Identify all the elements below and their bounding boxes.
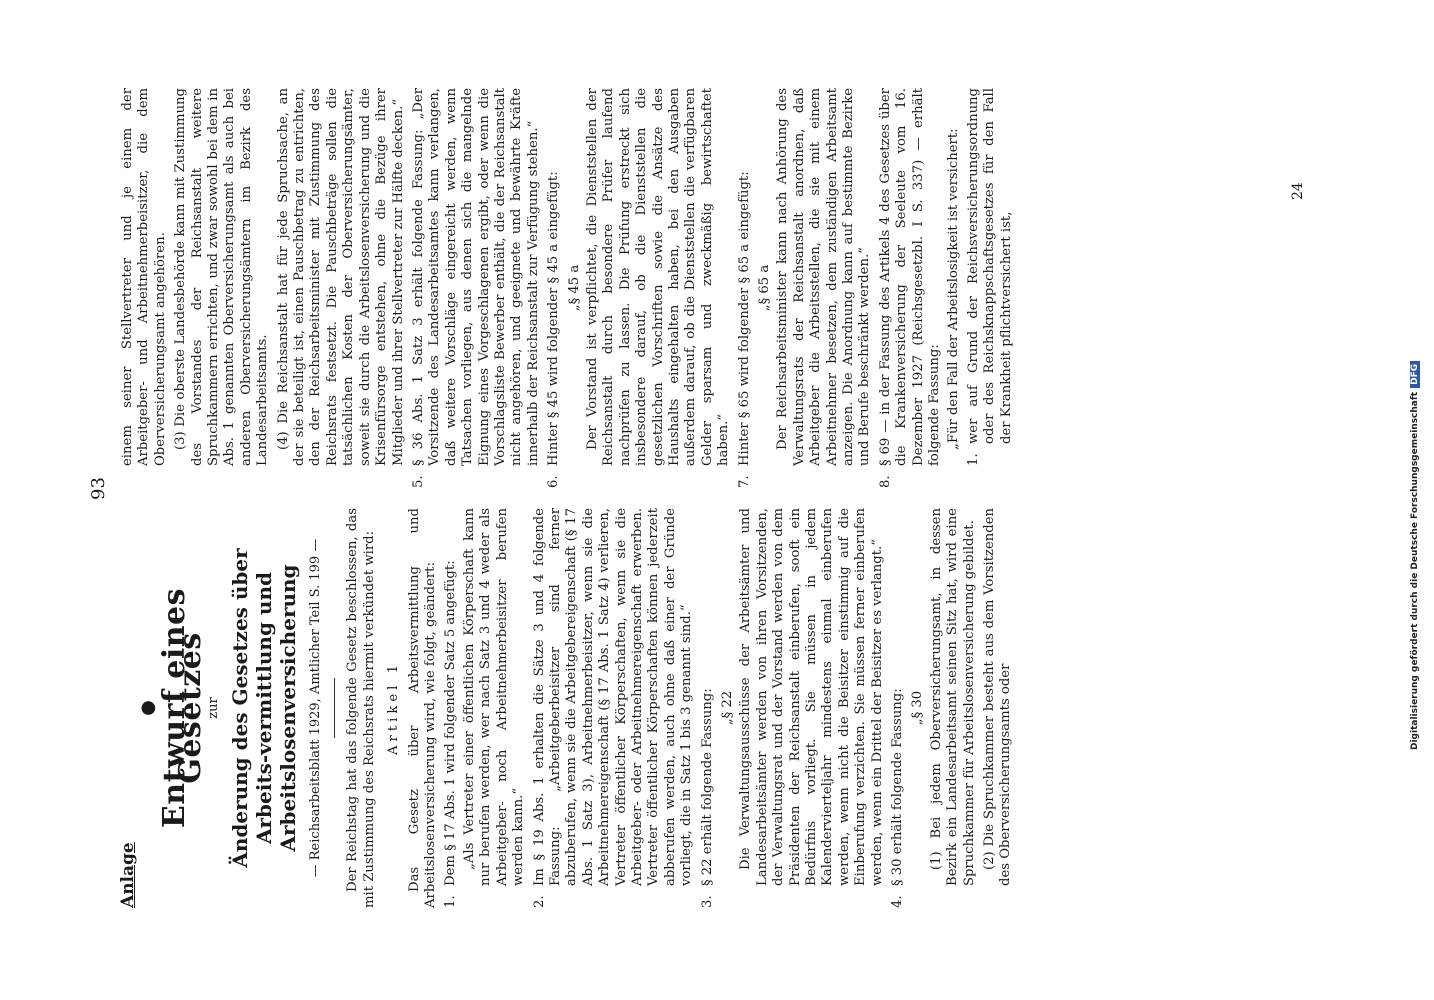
item-text: § 30 erhält folgende Fassung: [890, 688, 906, 886]
item-number: 5. [410, 475, 426, 488]
title-connector: zur [205, 697, 221, 719]
preamble: Der Reichstag hat das folgende Gesetz beschlossen, das mit Zustimmung des Reichsrats hiermit verkündet wird: [345, 508, 377, 908]
amendment-item-3 [700, 508, 716, 908]
document-subtitle: Änderung des Gesetzes über Arbeits-vermittlung und Arbeitslosenversicherung [228, 548, 301, 868]
page-number-left: 93 [88, 477, 109, 500]
anlage-label: Anlage [118, 842, 138, 908]
artikel-heading: Artikel 1 [386, 661, 402, 755]
item-number: 1. [965, 453, 981, 466]
continuation-1: einem seiner Stellvertreter und je einem der Arbeitgeber- und Arbeitnehmerbeisitzer, die dem Oberversicherungsamt angehören. [120, 88, 168, 466]
item-text: Hinter § 45 wird folgender § 45 a eingefügt: [546, 171, 562, 466]
paragraph-65a-body: Der Reichsarbeitsminister kann nach Anhörung des Verwaltungsrats der Reichsanstalt anordnen, daß Arbeitgeber die Arbeitsstellen, die sie mit einem Arbeitnehmer besetzen, dem zuständigen Arbeitsamt anzeigen. Die Anordnung kann auf bestimmte Bezirke und Berufe beschränkt werden.“ [775, 88, 873, 466]
paragraph-45a-body: Der Vorstand ist verpflichtet, die Dienststellen der Reichsanstalt durch besondere Prüfer laufend nachprüfen zu lassen. Die Prüfung erstreckt sich insbesondere darauf, ob die Dienststellen die gesetzlichen Vorschriften sowie die Ansätze des Haushalts eingehalten haben, bei den Ausgaben außerdem darauf, ob die Dienststellen die verfügbaren Gelder sparsam und zweckmäßig bewirtschaftet haben.“ [584, 88, 732, 466]
paragraph-45a-heading: „§ 45 a [566, 264, 582, 312]
item-text: Im § 19 Abs. 1 erhalten die Sätze 3 und 4 folgende Fassung: „Arbeitgeberbeisitzer sind ferner abzuberufen, wenn sie die Arbeitgebereigenschaft (§ 17 Abs. 1 Satz 3), Arbeitnehmerbeisitzer, wenn sie die Arbeitnehmereigenschaft (§ 17 Abs. 1 Satz 4) verlieren, Vertreter öffentlicher Körperschaften, wenn sie die Arbeitgeber- oder Arbeitnehmereigenschaft erwerben. Vertreter öffentlicher Körperschaften können jederzeit abberufen werden, auch ohne daß einer der Gründe vorliegt, die in Satz 1 bis 3 genannt sind.“ [531, 508, 695, 886]
source-reference: — Reichsarbeitsblatt 1929, Amtlicher Teil S. 199 — [308, 538, 324, 878]
page-number-right: 24 [1290, 182, 1306, 200]
item-1-quote: „Als Vertreter einer öffentlichen Körperschaft kann nur berufen werden, wer nach Satz 3 und 4 weder als Arbeitgeber- noch Arbeitnehmerbeisitzer berufen werden kann.“ [461, 508, 527, 886]
item-text: § 36 Abs. 1 Satz 3 erhält folgende Fassung: „Der Vorsitzende des Landesarbeitsamtes kann verlangen, daß weitere Vorschläge eingereicht werden, wenn Tatsachen vorliegen, aus denen sich die mangelnde Eignung eines Vorgeschlagenen ergibt, oder wenn die Vorschlagsliste Bewerber enthält, die der Reichsanstalt nicht angehören, und geeignete und bewährte Kräfte innerhalb der Reichsanstalt zur Verfügung stehen.“ [410, 88, 541, 466]
item-number: 8. [877, 475, 893, 488]
amendment-item-8 [878, 88, 944, 488]
paragraph-22-heading: „§ 22 [719, 690, 735, 726]
item-number: 2. [531, 895, 547, 908]
amendment-item-4 [890, 508, 906, 908]
item-text: § 69 — in der Fassung des Artikels 4 des Gesetzes über die Krankenversicherung der Seeleute vom 16. Dezember 1927 (Reichsgesetzbl. I S. 337) — erhält folgende Fassung: [877, 88, 943, 466]
article-intro: Das Gesetz über Arbeitsvermittlung und Arbeitslosenversicherung wird, wie folgt, geändert: [406, 508, 439, 908]
continuation-2: (3) Die oberste Landesbehörde kann mit Zustimmung des Vorstandes der Reichsanstalt weitere Spruchkammern errichten, und zwar sowohl bei dem in Abs. 1 genannten Oberversicherungsamt als auch bei anderen Oberversicherungsämtern im Bezirk des Landesarbeitsamts. [173, 88, 271, 466]
divider [334, 678, 335, 738]
amendment-item-6 [546, 88, 562, 488]
right-column [120, 88, 1017, 488]
digitization-note-text: Digitalisierung gefördert durch die Deutsche Forschungsgemeinschaft [1410, 391, 1420, 750]
item-text: Hinter § 65 wird folgender § 65 a eingefügt: [736, 171, 752, 466]
item-number: 1. [443, 895, 459, 908]
item-text: § 22 erhält folgende Fassung: [699, 688, 715, 886]
continuation-3: (4) Die Reichsanstalt hat für jede Spruchsache, an der sie beteiligt ist, einen Pauschbetrag zu entrichten, den der Reichsarbeitsminister mit Zustimmung des Reichsrats festsetzt. Die Pauschbeträge sollen die tatsächlichen Kosten der Oberversicherungsämter, soweit sie durch die Arbeitslosenversicherung und die Krisenfürsorge entstehen, ohne die Bezüge ihrer Mitglieder und ihrer Stellvertreter zur Hälfte decken.“ [275, 88, 406, 466]
item-number: 4. [890, 895, 906, 908]
paragraph-30-body-1: (1) Bei jedem Oberversicherungsamt, in dessen Bezirk ein Landesarbeitsamt seinen Sitz hat, wird eine Spruchkammer für Arbeitslosenversicherung gebildet. [928, 508, 977, 886]
amendment-item-5 [411, 88, 542, 488]
item-text: Dem § 17 Abs. 1 wird folgender Satz 5 angefügt: [443, 560, 459, 886]
item-number: 7. [736, 475, 752, 488]
item-number: 6. [546, 475, 562, 488]
item-number: 3. [699, 895, 715, 908]
digitization-note [1410, 361, 1420, 750]
paragraph-30-body-2: (2) Die Spruchkammer besteht aus dem Vorsitzenden des Oberversicherungsamts oder [982, 508, 1014, 886]
paragraph-65a-heading: „§ 65 a [757, 264, 773, 312]
paragraph-22-body: Die Verwaltungsausschüsse der Arbeitsämter und Landesarbeitsämter werden von ihren Vorsitzenden, der Verwaltungsrat und der Vorstand werden von dem Präsidenten der Reichsanstalt einberufen, sooft ein Bedürfnis vorliegt. Sie müssen in jedem Kalendervierteljahr mindestens einmal einberufen werden, wenn nicht die Beisitzer einstimmig auf die Einberufung verzichten. Sie müssen ferner einberufen werden, wenn ein Drittel der Beisitzer es verlangt.“ [738, 508, 885, 886]
amendment-item-1 [443, 508, 459, 908]
bullet-dot-icon: ● [137, 700, 159, 716]
paragraph-69-intro: „Für den Fall der Arbeitslosigkeit ist versichert: [945, 128, 961, 450]
amendment-item-7 [737, 88, 753, 488]
amendment-item-2 [532, 508, 696, 908]
item-text: wer auf Grund der Reichsversicherungsordnung oder des Reichsknappschaftsgesetzes für den Fall der Krankheit pflichtversichert ist, [965, 88, 1014, 444]
paragraph-30-heading: „§ 30 [910, 690, 926, 726]
document-title: Entwurf eines Gesetzes [156, 587, 209, 829]
left-column [120, 508, 1019, 908]
dfg-logo: DFG [1410, 361, 1420, 388]
paragraph-69-subitem-1 [966, 88, 1015, 466]
